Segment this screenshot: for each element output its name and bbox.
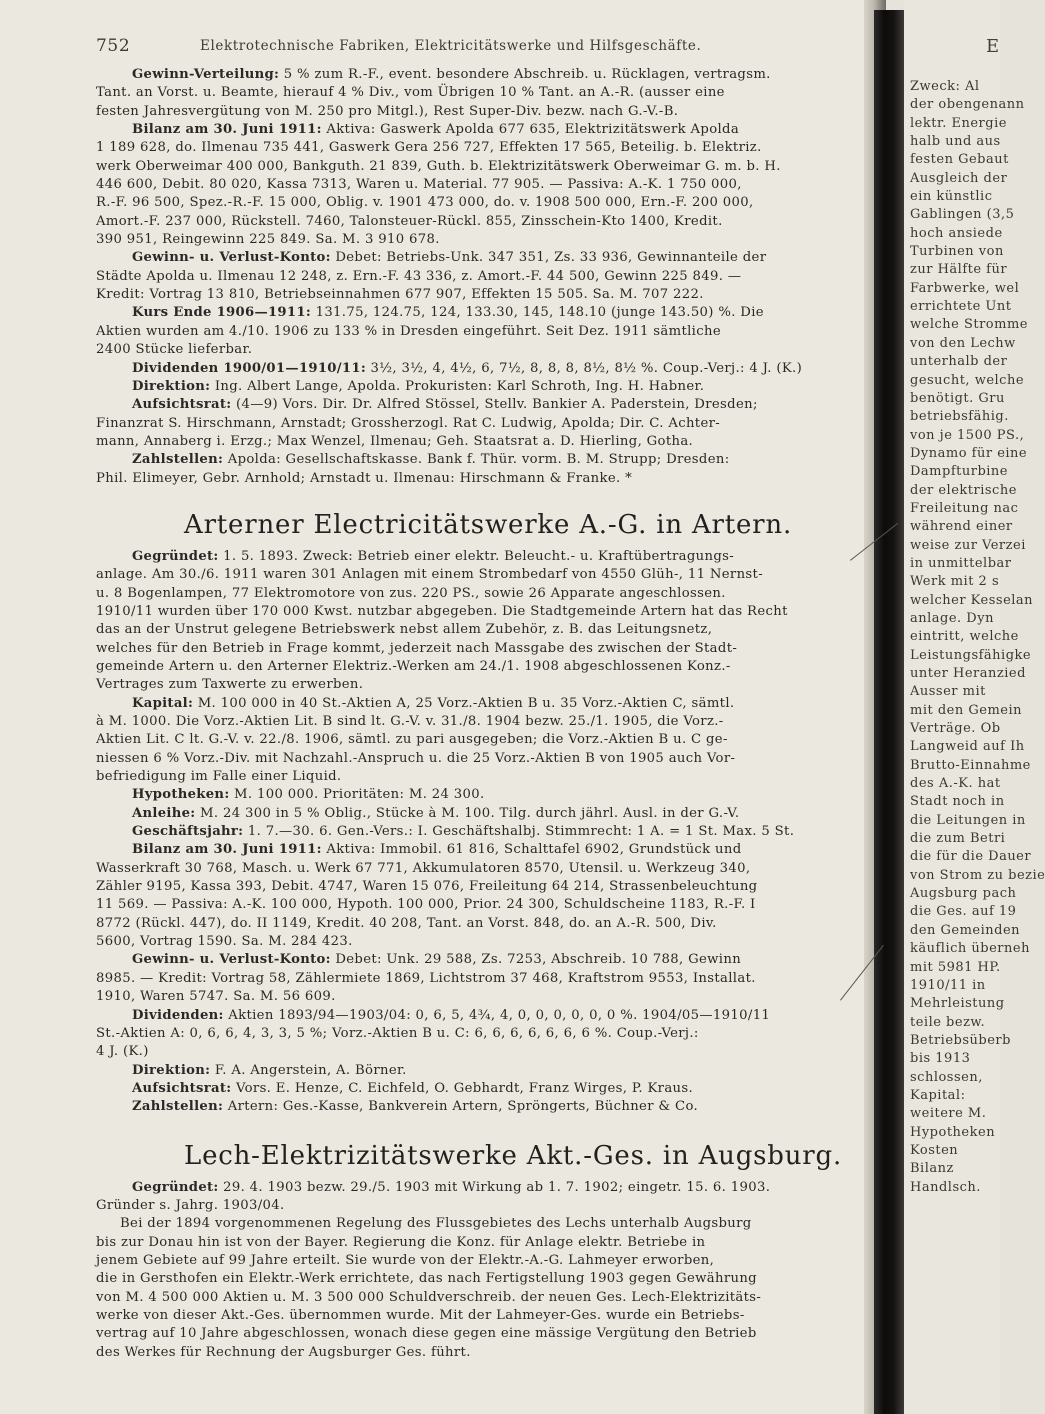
right-page-line: Dynamo für eine (910, 445, 1028, 461)
right-page-line: unter Heranzied (910, 666, 1026, 681)
right-page-line: Mehrleistung (910, 996, 1005, 1012)
field-label: Direktion: (132, 1062, 211, 1078)
text-line (96, 1062, 866, 1080)
text-line (96, 470, 866, 488)
field-text: Ing. Albert Lange, Apolda. Prokuristen: Karl Schroth, Ing. H. Habner. (210, 378, 705, 394)
right-page-line: Handlsch. (910, 1179, 981, 1195)
page-header (96, 36, 856, 58)
text-line (96, 603, 866, 621)
right-page-line: Bilanz (910, 1161, 954, 1177)
right-page-line: Leistungsfähigke (910, 647, 1032, 663)
field-label: Kurs Ende 1906—1911: (132, 305, 312, 321)
right-page-line: von den Lechw (910, 335, 1016, 351)
right-page-line: zur Hälfte für (910, 262, 1008, 278)
field-label: Aufsichtsrat: (132, 1080, 232, 1096)
text-line (96, 231, 866, 249)
field-text: 390 951, Reingewinn 225 849. Sa. M. 3 910 678. (96, 232, 440, 248)
text-line (96, 896, 866, 914)
right-page-line: Ausser mit (910, 684, 986, 700)
field-text: 1910, Waren 5747. Sa. M. 56 609. (96, 989, 336, 1005)
right-page-line: teile bezw. (910, 1014, 986, 1030)
field-text: die in Gersthofen ein Elektr.-Werk errichtete, das nach Fertigstellung 1903 gegen Gewährung (96, 1271, 757, 1287)
right-page-line: des A.-K. hat (910, 776, 1001, 792)
text-line (96, 1215, 866, 1233)
right-page-line: welche Stromme (910, 317, 1028, 333)
field-text: Aktiva: Immobil. 61 816, Schalttafel 6902, Grundstück und (321, 842, 742, 858)
right-page-line: halb und aus (910, 134, 1001, 150)
field-text: Aktiva: Gaswerk Apolda 677 635, Elektrizitätswerk Apolda (321, 122, 740, 138)
right-page-line: den Gemeinden (910, 922, 1021, 938)
text-line (96, 1307, 866, 1325)
text-line (96, 139, 866, 157)
field-text: vertrag auf 10 Jahre abgeschlossen, wonach diese gegen eine mässige Vergütung den Betrieb (96, 1326, 757, 1342)
text-line (96, 1252, 866, 1270)
field-label: Kapital: (132, 695, 194, 711)
field-label: Aufsichtsrat: (132, 397, 232, 413)
right-page-header: E (986, 36, 1000, 57)
right-page-line: ein künstlic (910, 189, 993, 205)
field-text: welches für den Betrieb in Frage kommt, jederzeit nach Massgabe des zwischen der Stadt- (96, 640, 738, 656)
field-text: festen Jahresvergütung von M. 250 pro Mitgl.), Rest Super-Div. bezw. nach G.-V.-B. (96, 103, 679, 119)
right-page-line: Augsburg pach (910, 886, 1017, 902)
text-line (96, 249, 866, 267)
field-text: Aktien 1893/94—1903/04: 0, 6, 5, 4¾, 4, 0, 0, 0, 0, 0, 0 %. 1904/05—1910/11 (223, 1007, 771, 1023)
field-label: Zahlstellen: (132, 1099, 224, 1115)
field-text: Finanzrat S. Hirschmann, Arnstadt; Grossherzogl. Rat C. Ludwig, Apolda; Dir. C. Achter- (96, 415, 721, 431)
text-line (96, 1234, 866, 1252)
field-text: 1. 5. 1893. Zweck: Betrieb einer elektr. Beleucht.- u. Kraftübertragungs- (218, 548, 735, 564)
text-line (96, 878, 866, 896)
text-line (96, 915, 866, 933)
field-text: Artern: Ges.-Kasse, Bankverein Artern, Spröngerts, Büchner & Co. (223, 1099, 699, 1115)
right-page-line: Stadt noch in (910, 794, 1005, 810)
right-page-line: die Ges. auf 19 (910, 904, 1017, 920)
field-text: 5 % zum R.-F., event. besondere Abschreib. u. Rücklagen, vertragsm. (279, 67, 771, 82)
right-page-line: während einer (910, 519, 1013, 535)
text-line (96, 731, 866, 749)
right-page-line: käuflich überneh (910, 941, 1030, 957)
right-page-line: Zweck: Al (910, 79, 980, 94)
text-line (96, 860, 866, 878)
text-line (96, 1325, 866, 1343)
text-line (96, 1289, 866, 1307)
field-text: 8772 (Rückl. 447), do. II 1149, Kredit. 40 208, Tant. an Vorst. 848, do. an A.-R. 500, Div. (96, 915, 717, 931)
text-line (96, 103, 866, 121)
right-page-line: die zum Betri (910, 831, 1006, 847)
right-page-line: welcher Kesselan (910, 592, 1034, 608)
text-line (96, 194, 866, 212)
field-text: Amort.-F. 237 000, Rückstell. 7460, Talonsteuer-Rückl. 855, Zinsschein-Kto 1400, Kredit. (96, 213, 723, 229)
company-entry-artern (96, 548, 866, 1117)
field-text: Debet: Unk. 29 588, Zs. 7253, Abschreib. 10 788, Gewinn (330, 952, 742, 968)
right-page-line: Gablingen (3,5 (910, 207, 1015, 223)
right-page-line: Hypotheken (910, 1124, 996, 1140)
field-text: Aktien wurden am 4./10. 1906 zu 133 % in Dresden eingeführt. Seit Dez. 1911 sämtliche (96, 323, 721, 339)
right-page-line: benötigt. Gru (910, 390, 1005, 406)
text-line (96, 304, 866, 322)
field-text: 1910/11 wurden über 170 000 Kwst. nutzbar abgegeben. Die Stadtgemeinde Artern hat das Recht (96, 603, 788, 619)
field-label: Bilanz am 30. Juni 1911: (132, 122, 322, 138)
field-text: Phil. Elimeyer, Gebr. Arnhold; Arnstadt u. Ilmenau: Hirschmann & Franke. * (96, 470, 633, 486)
text-line (96, 84, 866, 102)
right-page-line: Betriebsüberb (910, 1032, 1011, 1048)
field-text: bis zur Donau hin ist von der Bayer. Regierung die Konz. für Anlage elektr. Betriebe in (96, 1234, 706, 1250)
field-text: von M. 4 500 000 Aktien u. M. 3 500 000 Schuldverschreib. der neuen Ges. Lech-Elektrizitäts- (96, 1289, 762, 1305)
field-text: R.-F. 96 500, Spez.-R.-F. 15 000, Oblig. v. 1901 473 000, do. v. 1908 500 000, Ern.-F. 200 000, (96, 195, 754, 211)
field-text: anlage. Am 30./6. 1911 waren 301 Anlagen mit einem Strombedarf von 4550 Glüh-, 11 Nernst- (96, 567, 763, 583)
right-page-line: errichtete Unt (910, 299, 1012, 315)
field-label: Dividenden: (132, 1007, 224, 1023)
field-text: (4—9) Vors. Dir. Dr. Alfred Stössel, Stellv. Bankier A. Paderstein, Dresden; (231, 397, 758, 413)
field-text: F. A. Angerstein, A. Börner. (210, 1062, 407, 1078)
right-page-line: Turbinen von (910, 244, 1004, 260)
field-text: 29. 4. 1903 bezw. 29./5. 1903 mit Wirkung ab 1. 7. 1902; eingetr. 15. 6. 1903. (218, 1179, 771, 1195)
field-text: mann, Annaberg i. Erzg.; Max Wenzel, Ilmenau; Geh. Staatsrat a. D. Hierling, Gotha. (96, 433, 694, 449)
page-number: 752 (96, 36, 131, 56)
text-line (96, 1270, 866, 1288)
text-line (96, 695, 866, 713)
right-page (904, 0, 1045, 1414)
right-page-line: die Leitungen in (910, 812, 1026, 828)
field-text: 11 569. — Passiva: A.-K. 100 000, Hypoth. 100 000, Prior. 24 300, Schuldscheine 1183, R.-F. I (96, 897, 756, 913)
field-text: Wasserkraft 30 768, Masch. u. Werk 67 771, Akkumulatoren 8570, Utensil. u. Werkzeug 340, (96, 860, 751, 876)
text-line (96, 360, 866, 378)
field-text: des Werkes für Rechnung der Augsburger Ges. führt. (96, 1344, 471, 1360)
field-text: Zähler 9195, Kassa 393, Debit. 4747, Waren 15 076, Freileitung 64 214, Strassenbeleuchtung (96, 879, 758, 895)
field-text: das an der Unstrut gelegene Betriebswerk nebst allem Zubehör, z. B. das Leitungsnetz, (96, 622, 713, 638)
text-line (96, 1043, 866, 1061)
right-page-line: bis 1913 (910, 1051, 971, 1067)
right-page-line: von Strom zu bezie (910, 867, 1045, 883)
right-page-line: lektr. Energie (910, 115, 1007, 131)
text-line (96, 341, 866, 359)
text-line (96, 548, 866, 566)
company-entry-apolda (96, 66, 866, 488)
field-text: Apolda: Gesellschaftskasse. Bank f. Thür. vorm. B. M. Strupp; Dresden: (223, 452, 730, 468)
text-line (96, 676, 866, 694)
field-text: u. 8 Bogenlampen, 77 Elektromotore von zus. 220 PS., sowie 26 Apparate angeschlossen. (96, 585, 726, 601)
field-label: Anleihe: (132, 805, 196, 821)
right-page-line: Langweid auf Ih (910, 739, 1025, 755)
text-line (96, 750, 866, 768)
right-page-line: Farbwerke, wel (910, 280, 1020, 296)
field-text: à M. 1000. Die Vorz.-Aktien Lit. B sind lt. G.-V. v. 31./8. 1904 bezw. 25./1. 1905, die Vorz.- (96, 714, 724, 729)
field-text: Städte Apolda u. Ilmenau 12 248, z. Ern.-F. 43 336, z. Amort.-F. 44 500, Gewinn 225 849. — (96, 268, 742, 284)
text-line (96, 213, 866, 231)
field-text: Gründer s. Jahrg. 1903/04. (96, 1197, 285, 1213)
right-page-line: der obengenann (910, 97, 1025, 113)
text-line (96, 805, 866, 823)
text-line (96, 640, 866, 658)
text-line (96, 415, 866, 433)
text-line (96, 433, 866, 451)
text-line (96, 713, 866, 731)
text-line (96, 323, 866, 341)
right-page-line: weise zur Verzei (910, 537, 1026, 553)
field-text: Bei der 1894 vorgenommenen Regelung des Flussgebietes des Lechs unterhalb Augsburg (120, 1216, 752, 1232)
right-page-line: betriebsfähig. (910, 409, 1009, 425)
text-line (96, 121, 866, 139)
text-line (96, 951, 866, 969)
field-label: Gewinn- u. Verlust-Konto: (132, 250, 331, 266)
company-heading-artern: Arterner Electricitätswerke A.-G. in Artern. (184, 509, 793, 540)
text-line (96, 1025, 866, 1043)
company-heading-augsburg: Lech-Elektrizitätswerke Akt.-Ges. in Augsburg. (184, 1140, 843, 1171)
field-text: werke von dieser Akt.-Ges. übernommen wurde. Mit der Lahmeyer-Ges. wurde ein Betriebs- (96, 1307, 745, 1323)
field-label: Dividenden 1900/01—1910/11: (132, 360, 367, 376)
page-body (96, 66, 866, 1362)
text-line (96, 658, 866, 676)
field-text: 3½, 3½, 4, 4½, 6, 7½, 8, 8, 8, 8½, 8½ %. Coup.-Verj.: 4 J. (K.) (366, 360, 803, 376)
field-text: werk Oberweimar 400 000, Bankguth. 21 839, Guth. b. Elektrizitätswerk Oberweimar G. m. b. H. (96, 158, 781, 174)
field-label: Gegründet: (132, 548, 219, 564)
field-text: Kredit: Vortrag 13 810, Betriebseinnahmen 677 907, Effekten 15 505. Sa. M. 707 222. (96, 287, 704, 303)
field-text: St.-Aktien A: 0, 6, 6, 4, 3, 3, 5 %; Vorz.-Aktien B u. C: 6, 6, 6, 6, 6, 6, 6 %. Coup.-Verj.: (96, 1025, 699, 1041)
text-line (96, 1344, 866, 1362)
field-text: Debet: Betriebs-Unk. 347 351, Zs. 33 936, Gewinnanteile der (330, 250, 767, 266)
field-text: niessen 6 % Vorz.-Div. mit Nachzahl.-Anspruch u. die 25 Vorz.-Aktien B von 1905 auch Vor- (96, 750, 736, 766)
field-text: 2400 Stücke lieferbar. (96, 342, 253, 358)
right-page-line: Kosten (910, 1142, 959, 1158)
field-text: 4 J. (K.) (96, 1044, 149, 1060)
text-line (96, 1098, 866, 1116)
right-page-line: Brutto-Einnahme (910, 757, 1031, 773)
right-page-line: weitere M. (910, 1106, 987, 1122)
field-text: Vertrages zum Taxwerte zu erwerben. (96, 677, 364, 693)
field-text: Tant. an Vorst. u. Beamte, hierauf 4 % Div., vom Übrigen 10 % Tant. an A.-R. (ausser eine (96, 85, 725, 101)
text-line (96, 286, 866, 304)
text-line (96, 176, 866, 194)
text-line (96, 378, 866, 396)
text-line (96, 158, 866, 176)
right-page-line: Dampfturbine (910, 464, 1008, 480)
right-page-line: mit den Gemein (910, 702, 1022, 718)
right-page-line: Werk mit 2 s (910, 574, 1000, 590)
right-page-line: mit 5981 HP. (910, 959, 1001, 975)
field-label: Zahlstellen: (132, 452, 224, 468)
right-page-line: festen Gebaut (910, 152, 1009, 168)
field-label: Hypotheken: (132, 787, 230, 803)
text-line (96, 396, 866, 414)
right-page-line: schlossen, (910, 1069, 983, 1085)
right-page-line: in unmittelbar (910, 555, 1012, 571)
field-text: gemeinde Artern u. den Arterner Elektriz.-Werken am 24./1. 1908 abgeschlossenen Konz.- (96, 658, 731, 674)
field-text: M. 100 000 in 40 St.-Aktien A, 25 Vorz.-Aktien B u. 35 Vorz.-Aktien C, sämtl. (193, 695, 735, 711)
text-line (96, 841, 866, 859)
text-line (96, 768, 866, 786)
field-text: jenem Gebiete auf 99 Jahre erteilt. Sie wurde von der Elektr.-A.-G. Lahmeyer erworben, (96, 1252, 715, 1268)
right-page-line: von je 1500 PS., (910, 427, 1025, 443)
field-text: 131.75, 124.75, 124, 133.30, 145, 148.10 (junge 143.50) %. Die (311, 305, 764, 321)
right-page-line: Freileitung nac (910, 500, 1019, 516)
right-page-line: Ausgleich der (910, 170, 1008, 186)
right-page-line: die für die Dauer (910, 849, 1032, 865)
field-text: 5600, Vortrag 1590. Sa. M. 284 423. (96, 934, 353, 950)
text-line (96, 66, 866, 84)
text-line (96, 988, 866, 1006)
field-text: befriedigung im Falle einer Liquid. (96, 769, 342, 785)
right-page-line: Kapital: (910, 1087, 966, 1103)
text-line (96, 823, 866, 841)
right-page-line: unterhalb der (910, 354, 1008, 370)
text-line (96, 970, 866, 988)
text-line (96, 1007, 866, 1025)
text-line (96, 933, 866, 951)
text-line (96, 451, 866, 469)
right-page-line: gesucht, welche (910, 372, 1025, 388)
text-line (96, 585, 866, 603)
company-entry-augsburg (96, 1179, 866, 1362)
field-label: Bilanz am 30. Juni 1911: (132, 842, 322, 858)
field-label: Direktion: (132, 378, 211, 394)
running-title: Elektrotechnische Fabriken, Elektricitätswerke und Hilfsgeschäfte. (200, 38, 702, 54)
text-line (96, 1197, 866, 1215)
field-text: 1 189 628, do. Ilmenau 735 441, Gaswerk Gera 256 727, Effekten 17 565, Beteilig. b. Elektriz. (96, 140, 762, 156)
text-line (96, 1179, 866, 1197)
field-label: Geschäftsjahr: (132, 824, 244, 840)
right-page-line: eintritt, welche (910, 629, 1019, 645)
right-page-line: hoch ansiede (910, 225, 1003, 241)
text-line (96, 621, 866, 639)
field-text: Vors. E. Henze, C. Eichfeld, O. Gebhardt, Franz Wirges, P. Kraus. (231, 1080, 694, 1096)
field-text: Aktien Lit. C lt. G.-V. v. 22./8. 1906, sämtl. zu pari ausgegeben; die Vorz.-Aktien B u. C ge- (96, 732, 728, 748)
text-line (96, 566, 866, 584)
field-text: M. 100 000. Prioritäten: M. 24 300. (229, 787, 485, 803)
right-page-line: der elektrische (910, 482, 1017, 498)
field-text: M. 24 300 in 5 % Oblig., Stücke à M. 100. Tilg. durch jährl. Ausl. in der G.-V. (195, 805, 740, 821)
text-line (96, 786, 866, 804)
field-text: 1. 7.—30. 6. Gen.-Vers.: I. Geschäftshalbj. Stimmrecht: 1 A. = 1 St. Max. 5 St. (243, 824, 795, 840)
right-page-text (910, 78, 1045, 1197)
right-page-line: Verträge. Ob (910, 721, 1001, 737)
text-line (96, 268, 866, 286)
field-label: Gewinn-Verteilung: (132, 67, 280, 82)
field-text: 8985. — Kredit: Vortrag 58, Zählermiete 1869, Lichtstrom 37 468, Kraftstrom 9553, Installat. (96, 970, 756, 986)
text-line (96, 1080, 866, 1098)
right-page-line: 1910/11 in (910, 977, 986, 993)
field-label: Gegründet: (132, 1179, 219, 1195)
book-fold-shadow (874, 10, 904, 1414)
field-label: Gewinn- u. Verlust-Konto: (132, 952, 331, 968)
right-page-line: anlage. Dyn (910, 610, 994, 626)
field-text: 446 600, Debit. 80 020, Kassa 7313, Waren u. Material. 77 905. — Passiva: A.-K. 1 750 000, (96, 177, 742, 193)
